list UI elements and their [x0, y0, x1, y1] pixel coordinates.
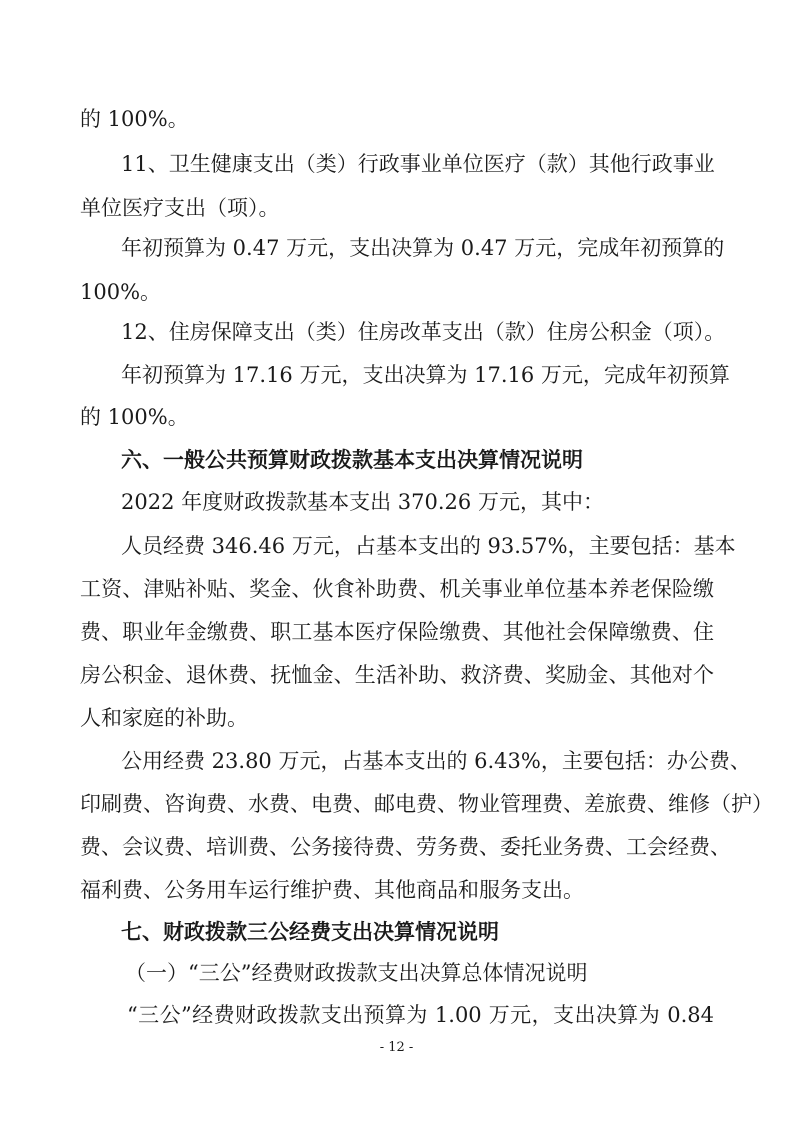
text-line: 2022 年度财政拨款基本支出 370.26 万元，其中： [121, 490, 604, 514]
text-line: 费、职业年金缴费、职工基本医疗保险缴费、其他社会保障缴费、住 [80, 620, 714, 644]
subsection-heading: （一）“三公”经费财政拨款支出决算总体情况说明 [125, 961, 588, 985]
text-line: 费、会议费、培训费、公务接待费、劳务费、委托业务费、工会经费、 [80, 835, 731, 859]
text-line: 年初预算为 17.16 万元，支出决算为 17.16 万元，完成年初预算 [121, 363, 730, 387]
text-line: 年初预算为 0.47 万元，支出决算为 0.47 万元，完成年初预算的 [121, 236, 725, 260]
page-number: - 12 - [379, 1040, 414, 1055]
text-line: 公用经费 23.80 万元，占基本支出的 6.43%，主要包括：办公费、 [121, 749, 751, 773]
section-heading: 六、一般公共预算财政拨款基本支出决算情况说明 [121, 447, 583, 472]
text-line: 单位医疗支出（项）。 [80, 196, 280, 220]
text-line: 12、住房保障支出（类）住房改革支出（款）住房公积金（项）。 [121, 320, 726, 344]
text-line: 的 100%。 [80, 405, 189, 429]
text-line: 工资、津贴补贴、奖金、伙食补助费、机关事业单位基本养老保险缴 [80, 577, 714, 601]
text-line: 印刷费、咨询费、水费、电费、邮电费、物业管理费、差旅费、维修（护） [80, 792, 773, 816]
text-line: 11、卫生健康支出（类）行政事业单位医疗（款）其他行政事业 [121, 152, 715, 176]
text-line: 人员经费 346.46 万元，占基本支出的 93.57%，主要包括：基本 [121, 534, 736, 558]
text-line: 福利费、公务用车运行维护费、其他商品和服务支出。 [80, 878, 584, 902]
text-line: 人和家庭的补助。 [80, 706, 248, 730]
text-line: 的 100%。 [80, 107, 189, 131]
text-line: 房公积金、退休费、抚恤金、生活补助、救济费、奖励金、其他对个 [80, 663, 714, 687]
text-line: 100%。 [80, 280, 162, 304]
section-heading: 七、财政拨款三公经费支出决算情况说明 [121, 919, 499, 944]
text-line: “三公”经费财政拨款支出预算为 1.00 万元，支出决算为 0.84 [127, 1003, 714, 1027]
